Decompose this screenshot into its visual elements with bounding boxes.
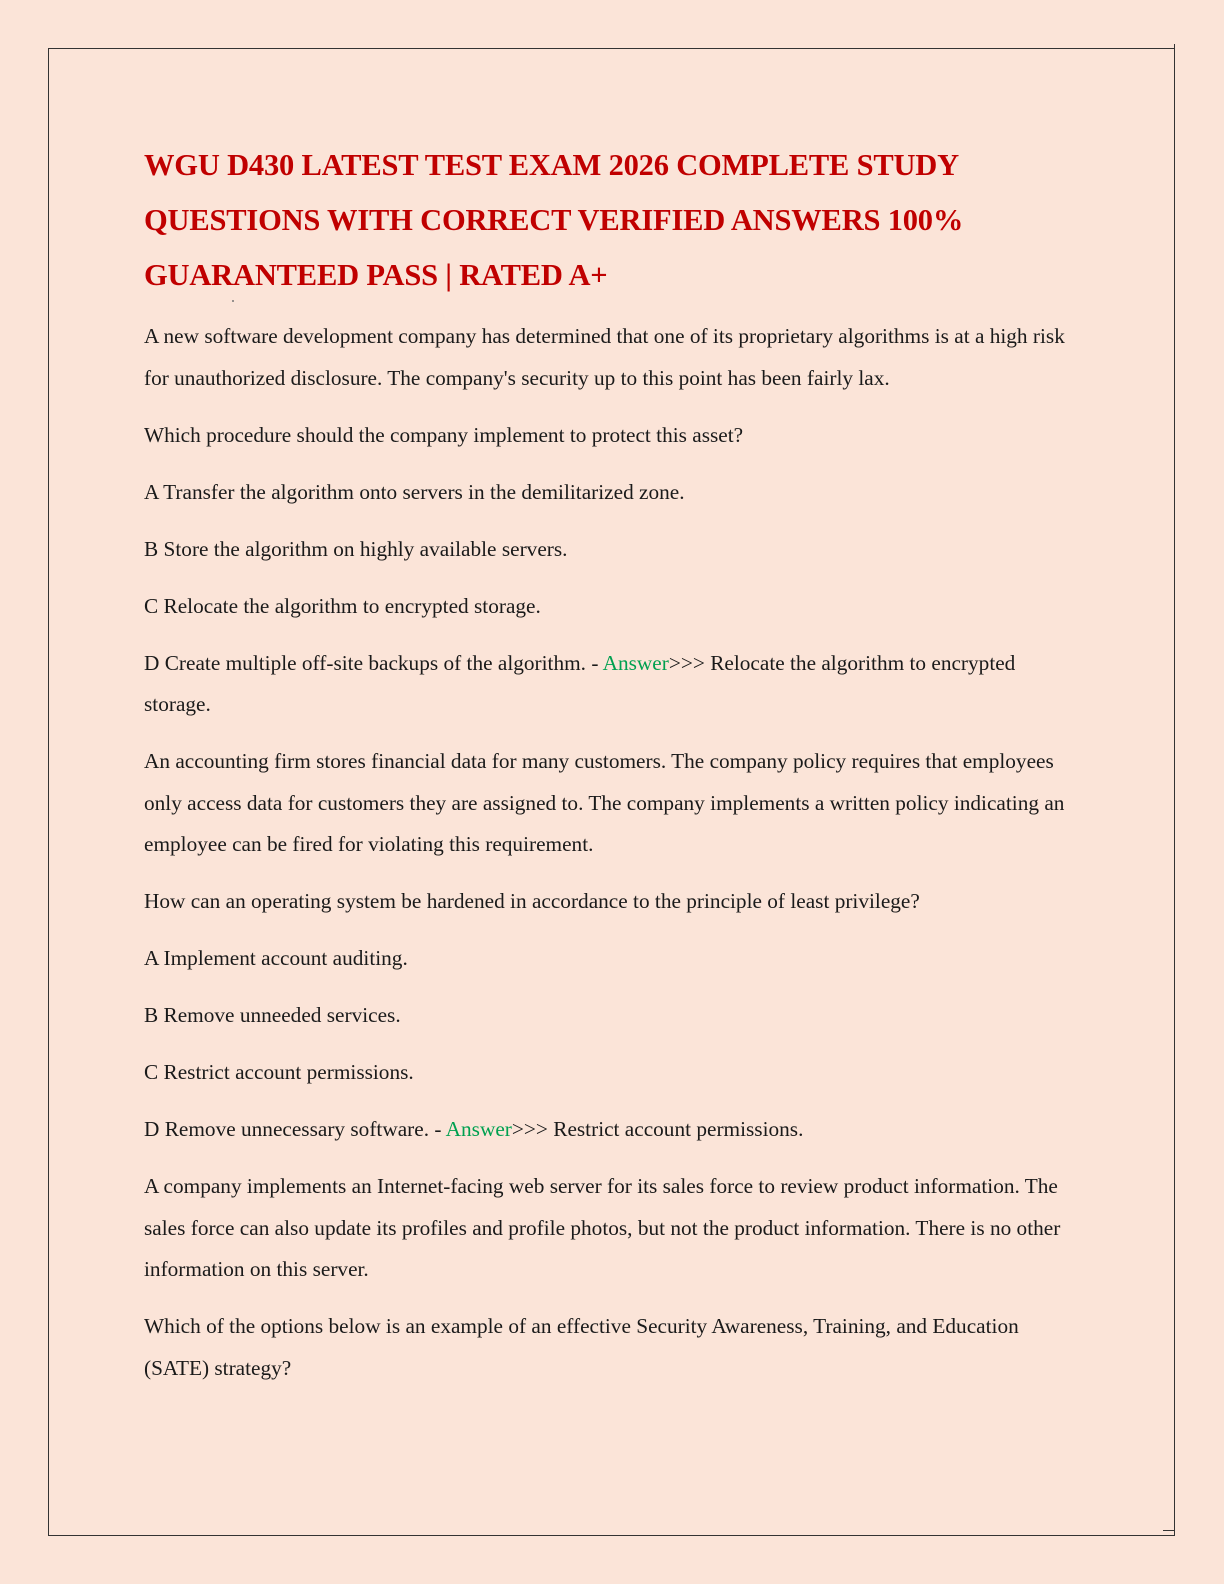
- question-2-scenario: An accounting firm stores financial data for many customers. The company policy requires that employees only access data for customers they are assigned to. The company implements a written policy indicating an employee can be fired for violating this requirement.: [144, 749, 1065, 856]
- answer-label: Answer: [602, 650, 669, 675]
- answer-separator: -: [429, 1117, 446, 1141]
- question-1-option-c: C Relocate the algorithm to encrypted storage.: [144, 593, 541, 618]
- question-1-scenario: A new software development company has determined that one of its proprietary algorithms is at a high risk for unauthorized disclosure. The company's security up to this point has been fairly lax.: [144, 324, 1065, 390]
- question-1-option-d-with-answer: [144, 643, 1084, 726]
- question-1-option-d: D Create multiple off-site backups of the algorithm.: [144, 650, 586, 675]
- question-1-option-a: A Transfer the algorithm onto servers in the demilitarized zone.: [144, 479, 685, 504]
- answer-separator: -: [586, 650, 603, 675]
- question-2-prompt: How can an operating system be hardened in accordance to the principle of least privilege?: [144, 889, 920, 913]
- question-2-option-d: D Remove unnecessary software.: [144, 1117, 430, 1141]
- document-body: [144, 316, 1084, 1405]
- page-border-right: [1174, 44, 1175, 1536]
- answer-label: Answer: [445, 1117, 512, 1141]
- document-header: [144, 138, 1084, 303]
- question-3-prompt: Which of the options below is an example of an effective Security Awareness, Training, and Education (SATE) strategy?: [144, 1314, 1019, 1380]
- question-3-scenario: A company implements an Internet-facing web server for its sales force to review product information. The sales force can also update its profiles and profile photos, but not the product information. There is no other information on this server.: [144, 1174, 1061, 1281]
- answer-arrow: >>>: [511, 1117, 554, 1141]
- stray-dot: [232, 300, 234, 302]
- question-2-option-d-with-answer: [144, 1109, 1084, 1151]
- question-2-option-b: B Remove unneeded services.: [144, 1003, 401, 1027]
- question-1-option-b: B Store the algorithm on highly available servers.: [144, 536, 568, 561]
- question-2-answer: Restrict account permissions.: [553, 1117, 804, 1141]
- answer-arrow: >>>: [668, 650, 711, 675]
- question-2-option-c: C Restrict account permissions.: [144, 1060, 414, 1084]
- page-border-corner-top: [1163, 48, 1174, 49]
- page-border-corner-bottom: [1163, 1530, 1174, 1531]
- question-1-prompt: Which procedure should the company implement to protect this asset?: [144, 422, 744, 447]
- document-title: WGU D430 LATEST TEST EXAM 2026 COMPLETE STUDY QUESTIONS WITH CORRECT VERIFIED ANSWERS 100% GUARANTEED PASS | RATED A+: [144, 148, 964, 292]
- question-1-answer: Relocate the algorithm to encrypted storage.: [144, 650, 1016, 716]
- question-2-option-a: A Implement account auditing.: [144, 946, 408, 970]
